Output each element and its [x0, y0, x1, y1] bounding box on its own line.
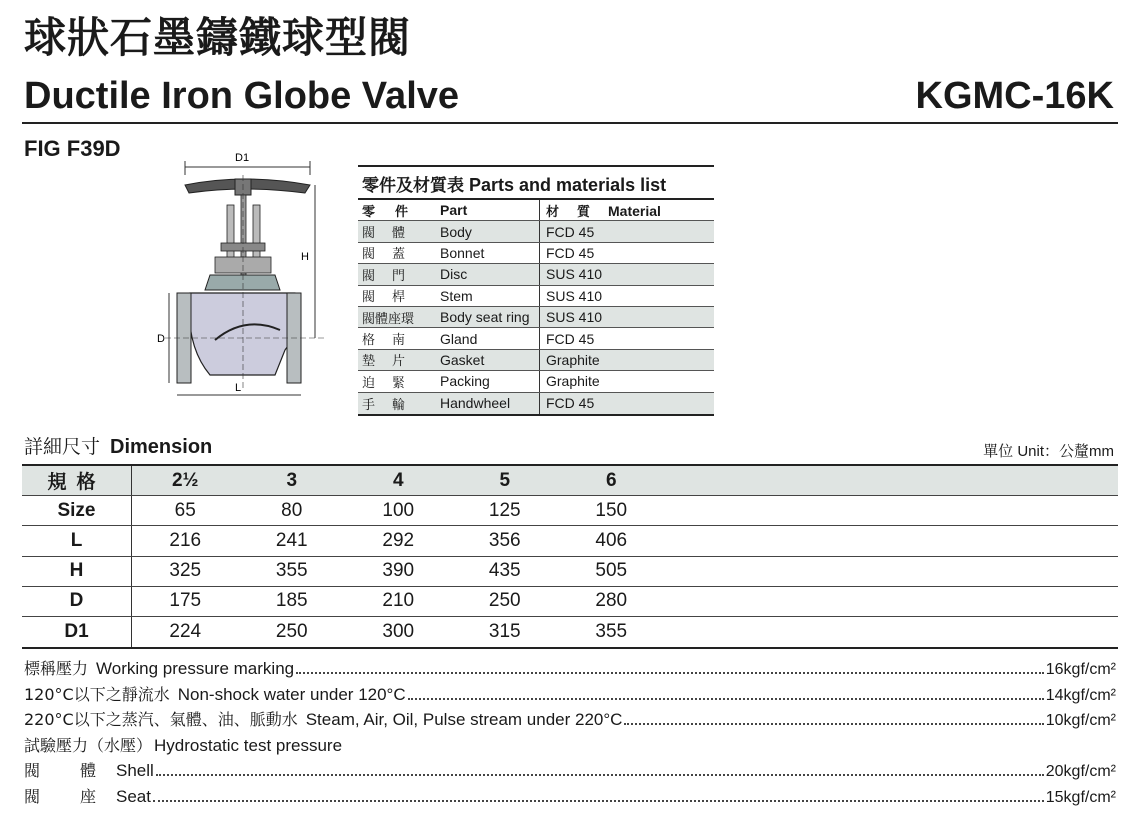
note-row: [24, 682, 1116, 708]
dimension-cell: 175: [169, 590, 202, 612]
dimension-cell: 300: [382, 621, 415, 643]
dimension-cell: 150: [595, 499, 628, 521]
dimension-cell: 100: [382, 499, 415, 521]
note-zh: 120°C以下之靜流水: [24, 684, 170, 704]
figure-number: FIG F39D: [24, 136, 121, 161]
leader-dots: [156, 774, 1044, 776]
leader-dots: [624, 723, 1043, 725]
part-material: SUS 410: [546, 287, 603, 304]
unit-en: Unit：公釐mm: [1017, 443, 1114, 460]
dimension-row-label: D: [22, 587, 132, 616]
note-value: 14kgf/cm²: [1045, 686, 1116, 704]
part-en: Bonnet: [440, 244, 485, 261]
note-zh: 閥 座: [24, 786, 109, 806]
dimension-cell: 325: [169, 560, 202, 582]
part-material: FCD 45: [546, 330, 595, 347]
note-zh: 標稱壓力: [24, 659, 89, 678]
part-zh: 閥 蓋: [362, 247, 408, 263]
part-zh: 閥體座環: [362, 311, 415, 327]
material-header-en: Material: [608, 202, 661, 219]
part-en: Body seat ring: [440, 309, 530, 326]
dimension-row-label: H: [22, 557, 132, 586]
part-material: FCD 45: [546, 395, 595, 412]
part-material: SUS 410: [546, 266, 603, 283]
dimension-cell: 216: [169, 529, 202, 551]
note-row: [24, 733, 1116, 759]
note-en: Seat: [116, 786, 151, 806]
dimension-row: [22, 526, 1118, 556]
dimension-row: [22, 496, 1118, 526]
size-header-cell: 6: [605, 469, 617, 491]
page-title-english: Ductile Iron Globe Valve: [24, 75, 460, 117]
part-zh: 墊 片: [362, 354, 408, 370]
dimension-cell: 406: [595, 529, 628, 551]
note-value: 16kgf/cm²: [1045, 661, 1116, 678]
note-zh: 220°C以下之蒸汽、氣體、油、脈動水: [24, 710, 298, 730]
dimension-cell: 224: [169, 621, 202, 643]
note-zh: 試驗壓力（水壓）: [24, 735, 153, 755]
part-material: Graphite: [546, 351, 600, 368]
parts-row: [358, 307, 714, 328]
pressure-notes: [24, 656, 1116, 810]
part-header-en: Part: [440, 202, 468, 219]
dimension-cell: 125: [488, 499, 521, 521]
note-en: Steam, Air, Oil, Pulse stream under 220°C: [305, 710, 623, 730]
note-en: Non-shock water under 120°C: [177, 684, 406, 704]
parts-table-title: [358, 167, 714, 200]
unit-zh: 單位: [983, 442, 1014, 460]
part-material: FCD 45: [546, 244, 595, 261]
part-zh: 迫 緊: [362, 375, 408, 391]
note-value: 10kgf/cm²: [1045, 712, 1116, 730]
parts-row: [358, 328, 714, 349]
dimension-cell: 80: [281, 499, 303, 521]
globe-valve-drawing: [155, 145, 345, 410]
leader-dots: [296, 672, 1044, 674]
part-en: Gasket: [440, 351, 485, 368]
part-en: Disc: [440, 266, 468, 283]
model-number: KGMC-16K: [915, 75, 1114, 117]
size-header-cell: 4: [392, 469, 404, 491]
title-divider: [22, 122, 1118, 124]
dimension-cell: 292: [382, 529, 415, 551]
part-zh: 閥 體: [362, 226, 408, 242]
part-en: Packing: [440, 373, 490, 390]
note-en: Working pressure marking: [96, 659, 295, 678]
dimension-cell: 250: [275, 621, 308, 643]
dimension-row-label: Size: [22, 496, 132, 525]
dimension-title: [24, 432, 212, 459]
part-material: SUS 410: [546, 309, 603, 326]
part-material: FCD 45: [546, 223, 595, 240]
parts-row: [358, 221, 714, 242]
part-en: Body: [440, 223, 472, 240]
dimension-cell: 241: [275, 529, 308, 551]
part-header-zh: 零件: [362, 204, 429, 220]
part-zh: 格 南: [362, 333, 408, 349]
leader-dots: [408, 698, 1044, 700]
dimension-cell: 505: [595, 560, 628, 582]
dimension-row-label: D1: [22, 617, 132, 647]
page-title-chinese: 球狀石墨鑄鐵球型閥: [24, 13, 412, 62]
size-header-cell: 2½: [172, 469, 199, 491]
dimension-row: [22, 617, 1118, 647]
dimension-cell: 435: [488, 560, 521, 582]
d-label: D: [157, 333, 165, 345]
dimension-cell: 355: [275, 560, 308, 582]
parts-row: [358, 393, 714, 414]
part-en: Gland: [440, 330, 478, 347]
part-zh: 手 輪: [362, 397, 408, 413]
size-header-label: 規格: [47, 471, 106, 494]
note-row: [24, 707, 1116, 733]
part-zh: 閥 門: [362, 268, 408, 284]
dimension-cell: 210: [382, 590, 415, 612]
dimension-cell: 250: [488, 590, 521, 612]
note-value: 15kgf/cm²: [1045, 788, 1116, 806]
size-header-cell: 3: [286, 469, 298, 491]
dimension-cell: 355: [595, 621, 628, 643]
parts-header-row: [358, 200, 714, 221]
parts-row: [358, 371, 714, 392]
material-header-zh: 材質: [546, 204, 609, 220]
dimension-header-row: [22, 466, 1118, 496]
dimension-cell: 356: [488, 529, 521, 551]
note-value: 20kgf/cm²: [1045, 763, 1116, 781]
dimension-cell: 65: [174, 499, 196, 521]
dimension-row: [22, 557, 1118, 587]
dimension-cell: 185: [275, 590, 308, 612]
parts-row: [358, 286, 714, 307]
unit-label: [983, 440, 1114, 461]
h-label: H: [301, 251, 309, 263]
dimension-cell: 315: [488, 621, 521, 643]
note-zh: 閥 體: [24, 761, 109, 781]
parts-materials-table: [358, 165, 714, 416]
l-label: L: [235, 382, 242, 394]
part-zh: 閥 桿: [362, 290, 408, 306]
leader-dots: [153, 800, 1044, 802]
part-material: Graphite: [546, 373, 600, 390]
note-en: Shell: [116, 761, 154, 781]
parts-row: [358, 350, 714, 371]
note-en: Hydrostatic test pressure: [154, 735, 343, 755]
dimension-table: [22, 464, 1118, 649]
parts-title-zh: 零件及材質表: [362, 176, 464, 196]
dimension-cell: 280: [595, 590, 628, 612]
dimension-cell: 390: [382, 560, 415, 582]
dimension-row-label: L: [22, 526, 132, 555]
dimension-title-en: Dimension: [110, 436, 213, 458]
parts-title-en: Parts and materials list: [469, 175, 667, 195]
parts-row: [358, 243, 714, 264]
note-row: [24, 784, 1116, 810]
d1-label: D1: [235, 152, 250, 164]
dimension-row: [22, 587, 1118, 617]
note-row: [24, 758, 1116, 784]
part-en: Handwheel: [440, 395, 511, 412]
dimension-title-zh: 詳細尺寸: [24, 436, 101, 458]
parts-row: [358, 264, 714, 285]
size-header-cell: 5: [499, 469, 511, 491]
part-en: Stem: [440, 287, 473, 304]
note-row: [24, 656, 1116, 682]
